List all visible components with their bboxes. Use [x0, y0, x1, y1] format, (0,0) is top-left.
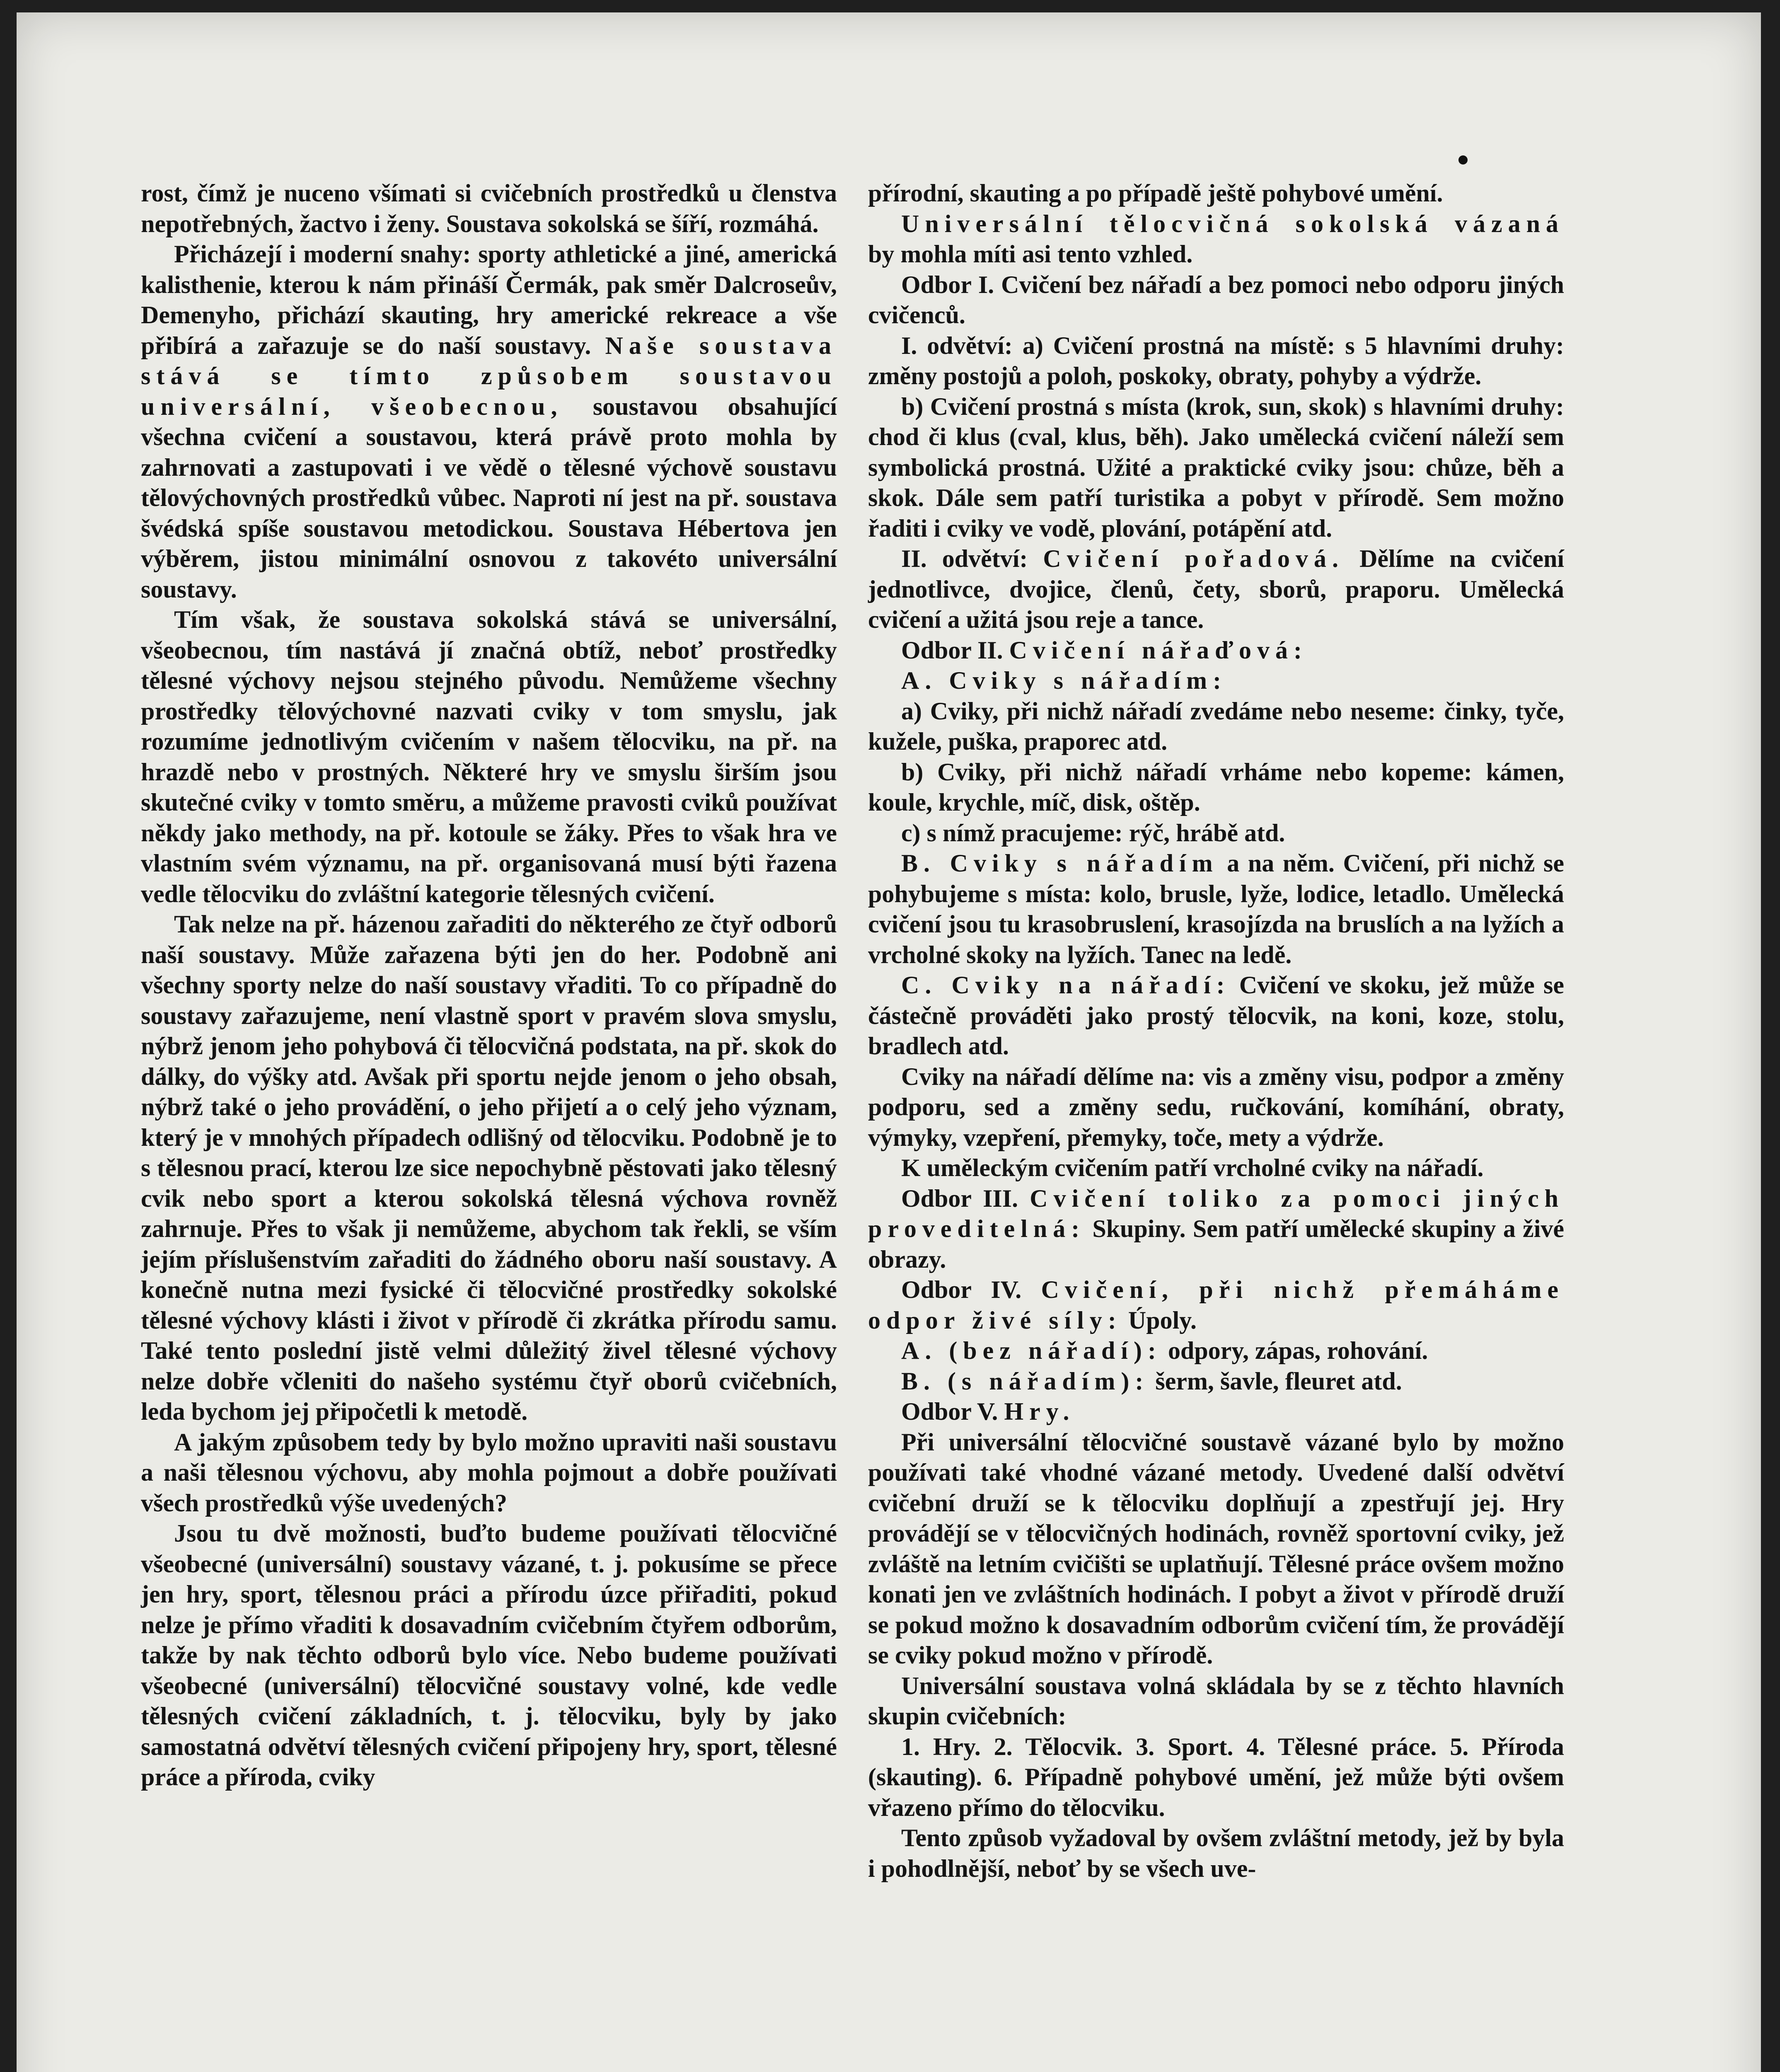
spaced-emphasis: Cvičení pořadová.	[1043, 545, 1345, 572]
scanned-page	[17, 12, 1761, 2072]
paragraph: 1. Hry. 2. Tělocvik. 3. Sport. 4. Tělesné práce. 5. Příroda (skauting). 6. Případně pohybové umění, jež může býti ovšem vřazeno přímo do tělocviku.	[868, 1733, 1564, 1821]
paragraph: Tím však, že soustava sokolská stává se universální, všeobecnou, tím nastává jí značná obtíž, neboť prostředky tělesné výchovy nejsou stejného původu. Nemůžeme všechny prostředky tělovýchovné nazvati cviky v tom smyslu, jak rozumíme jednotlivým cvičením v našem tělocviku, na př. na hrazdě nebo v prostných. Některé hry ve smyslu širším jsou skutečné cviky v tomto směru, a můžeme pravosti cviků používat někdy jako methody, na př. kotoule se žáky. Přes to však hra ve vlastním svém významu, na př. organisovaná musí býti řazena vedle tělocviku do zvláštní kategorie tělesných cvičení.	[141, 606, 837, 908]
paragraph: přírodní, skauting a po případě ještě pohybové umění.	[868, 179, 1443, 207]
paragraph: rost, čímž je nuceno všímati si cvičebních prostředků u členstva nepotřebných, žactvo i ženy. Soustava sokolská se šíří, rozmáhá.	[141, 179, 837, 237]
paragraph: Odbor IV. Cvičení, při nichž přemáháme odpor živé síly: Úpoly.	[868, 1276, 1565, 1334]
paragraph: Při universální tělocvičné soustavě vázané bylo by možno používati také vhodné vázané metody. Uvedené další odvětví cvičební druží se k tělocviku doplňují a zpestřují jej. Hry provádějí se v tělocvičných hodinách, rovněž sportovní cviky, jež zvláště na letním cvičišti se uplatňují. Tělesné práce ovšem možno konati jen ve zvláštních hodinách. I pobyt a život v přírodě druží se pokud možno k dosavadním odborům cvičení tím, že provádějí se cviky pokud možno v přírodě.	[868, 1428, 1564, 1669]
paragraph: c) s nímž pracujeme: rýč, hrábě atd.	[901, 819, 1285, 847]
paragraph: Tento způsob vyžadoval by ovšem zvláštní metody, jež by byla i pohodlnější, neboť by se všech uve-	[868, 1824, 1564, 1882]
paragraph: a) Cviky, při nichž nářadí zvedáme nebo neseme: činky, tyče, kužele, puška, praporec atd.	[868, 697, 1564, 755]
paragraph: Tak nelze na př. házenou zařaditi do některého ze čtyř odborů naší soustavy. Může zařazena býti jen do her. Podobně ani všechny sporty nelze do naší soustavy vřaditi. To co případně do soustavy zařazujeme, není vlastně sport v pravém slova smyslu, nýbrž jenom jeho pohybová či tělocvičná podstata, na př. skok do dálky, do výšky atd. Avšak při sportu nejde jenom o jeho obsah, nýbrž také o jeho provádění, o jeho přijetí a o celý jeho význam, který je v mnohých případech odlišný od tělocviku. Podobně je to s tělesnou prací, kterou lze sice nepochybně pěstovati jako tělesný cvik nebo sport a kterou sokolská tělesná výchova rovněž zahrnuje. Přes to však ji nemůžeme, abychom tak řekli, se vším jejím příslušenstvím zařaditi do žádného oboru naší soustavy. A konečně nutna mezi fysické či tělocvičné prostředky sokolské tělesné výchovy klásti i život v přírodě či zkrátka přírodu samu. Také tento poslední jistě velmi důležitý živel tělesné výchovy nelze dobře včleniti do našeho systému čtyř oborů cvičebních, leda bychom jej připočetli k metodě.	[141, 910, 837, 1425]
ink-dot	[1458, 155, 1468, 165]
paragraph: Odbor II. Cvičení nářaďová:	[901, 636, 1308, 664]
paragraph: b) Cviky, při nichž nářadí vrháme nebo kopeme: kámen, koule, krychle, míč, disk, oštěp.	[868, 758, 1564, 816]
left-column	[141, 178, 837, 1793]
paragraph: b) Cvičení prostná s místa (krok, sun, skok) s hlavními druhy: chod či klus (cval, klus, běh). Jako umělecká cvičení náleží sem symbolická prostná. Užité a praktické cviky jsou: chůze, běh a skok. Dále sem patří turistika a pobyt v přírodě. Sem možno řaditi i cviky ve vodě, plování, potápění atd.	[868, 392, 1564, 542]
spaced-emphasis: Cvičení, při nichž přemáháme odpor živé síly:	[868, 1276, 1565, 1334]
spaced-emphasis: B. Cviky s nářadím	[901, 850, 1219, 877]
paragraph: Jsou tu dvě možnosti, buďto budeme používati tělocvičné všeobecné (universální) soustavy vázané, t. j. pokusíme se přece jen hry, sport, tělesnou práci a přírodu úzce přiřaditi, pokud nelze je přímo vřaditi k dosavadním cvičebním čtyřem odborům, takže by nak těchto odborů bylo více. Nebo budeme používati všeobecné (universální) tělocvičné soustavy volné, kde vedle tělesných cvičení základních, t. j. tělocviku, byly by jako samostatná odvětví tělesných cvičení připojeny hry, sport, tělesné práce a příroda, cviky	[141, 1520, 837, 1791]
paragraph: B. Cviky s nářadím a na něm. Cvičení, při nichž se pohybujeme s místa: kolo, brusle, lyže, lodice, letadlo. Umělecká cvičení jsou tu krasobruslení, krasojízda na bruslích a na lyžích a vrcholné skoky na lyžích. Tanec na ledě.	[868, 850, 1564, 968]
spaced-emphasis: Universální tělocvičná sokolská vázaná	[901, 210, 1564, 237]
spaced-emphasis: A. Cviky s nářadím:	[901, 667, 1227, 694]
paragraph: I. odvětví: a) Cvičení prostná na místě: s 5 hlavními druhy: změny postojů a poloh, poskoky, obraty, pohyby a výdrže.	[868, 332, 1564, 390]
paragraph: B. (s nářadím): šerm, šavle, fleuret atd.	[901, 1367, 1402, 1395]
paragraph: Universální soustava volná skládala by se z těchto hlavních skupin cvičebních:	[868, 1672, 1564, 1730]
paragraph: C. Cviky na nářadí: Cvičení ve skoku, jež může se částečně prováděti jako prostý tělocvik, na koni, koze, stolu, bradlech atd.	[868, 971, 1564, 1060]
spaced-emphasis: Cvičení toliko za pomoci jiných proveditelná:	[868, 1184, 1564, 1242]
paragraph: Odbor V. Hry.	[901, 1398, 1075, 1425]
paragraph: Odbor I. Cvičení bez nářadí a bez pomoci nebo odporu jiných cvičenců.	[868, 271, 1564, 329]
spaced-emphasis: A. (bez nářadí):	[901, 1337, 1162, 1364]
paragraph: A jakým způsobem tedy by bylo možno upraviti naši soustavu a naši tělesnou výchovu, aby mohla pojmout a dobře používati všech prostředků výše uvedených?	[141, 1428, 837, 1517]
spaced-emphasis: Hry.	[1004, 1398, 1075, 1425]
spaced-emphasis: C. Cviky na nářadí:	[901, 971, 1231, 999]
spaced-emphasis: Cvičení nářaďová:	[1009, 636, 1308, 664]
paragraph: Cviky na nářadí dělíme na: vis a změny visu, podpor a změny podporu, sed a změny sedu, ručkování, komíhání, obraty, výmyky, vzepření, přemyky, toče, mety a výdrže.	[868, 1063, 1564, 1151]
paragraph: Přicházejí i moderní snahy: sporty athletické a jiné, americká kalisthenie, kterou k nám přináší Čermák, pak směr Dalcroseův, Demenyho, přichází skauting, hry americké rekreace a vše přibírá a zařazuje se do naší soustavy. Naše soustava stává se tímto způsobem soustavou universální, všeobecnou, soustavou obsahující všechna cvičení a soustavou, která právě proto mohla by zahrnovati a zastupovati i ve vědě o tělesné výchově soustavu tělovýchovných prostředků vůbec. Naproti ní jest na př. soustava švédská spíše soustavou metodickou. Soustava Hébertova jen výběrem, jistou minimální osnovou z takovéto universální soustavy.	[141, 240, 837, 603]
right-column	[868, 178, 1564, 1884]
paragraph: K uměleckým cvičením patří vrcholné cviky na nářadí.	[901, 1154, 1484, 1181]
spaced-emphasis: Naše soustava stává se tímto způsobem soustavou universální, všeobecnou,	[141, 332, 837, 420]
paragraph: II. odvětví: Cvičení pořadová. Dělíme na cvičení jednotlivce, dvojice, členů, čety, sborů, praporu. Umělecká cvičení a užitá jsou reje a tance.	[868, 545, 1564, 633]
paragraph: A. (bez nářadí): odpory, zápas, rohování.	[901, 1337, 1428, 1364]
paragraph: Universální tělocvičná sokolská vázaná by mohla míti asi tento vzhled.	[868, 210, 1564, 268]
paragraph	[868, 666, 1564, 696]
paragraph: Odbor III. Cvičení toliko za pomoci jiných proveditelná: Skupiny. Sem patří umělecké skupiny a živé obrazy.	[868, 1184, 1564, 1273]
spaced-emphasis: B. (s nářadím):	[901, 1367, 1149, 1395]
